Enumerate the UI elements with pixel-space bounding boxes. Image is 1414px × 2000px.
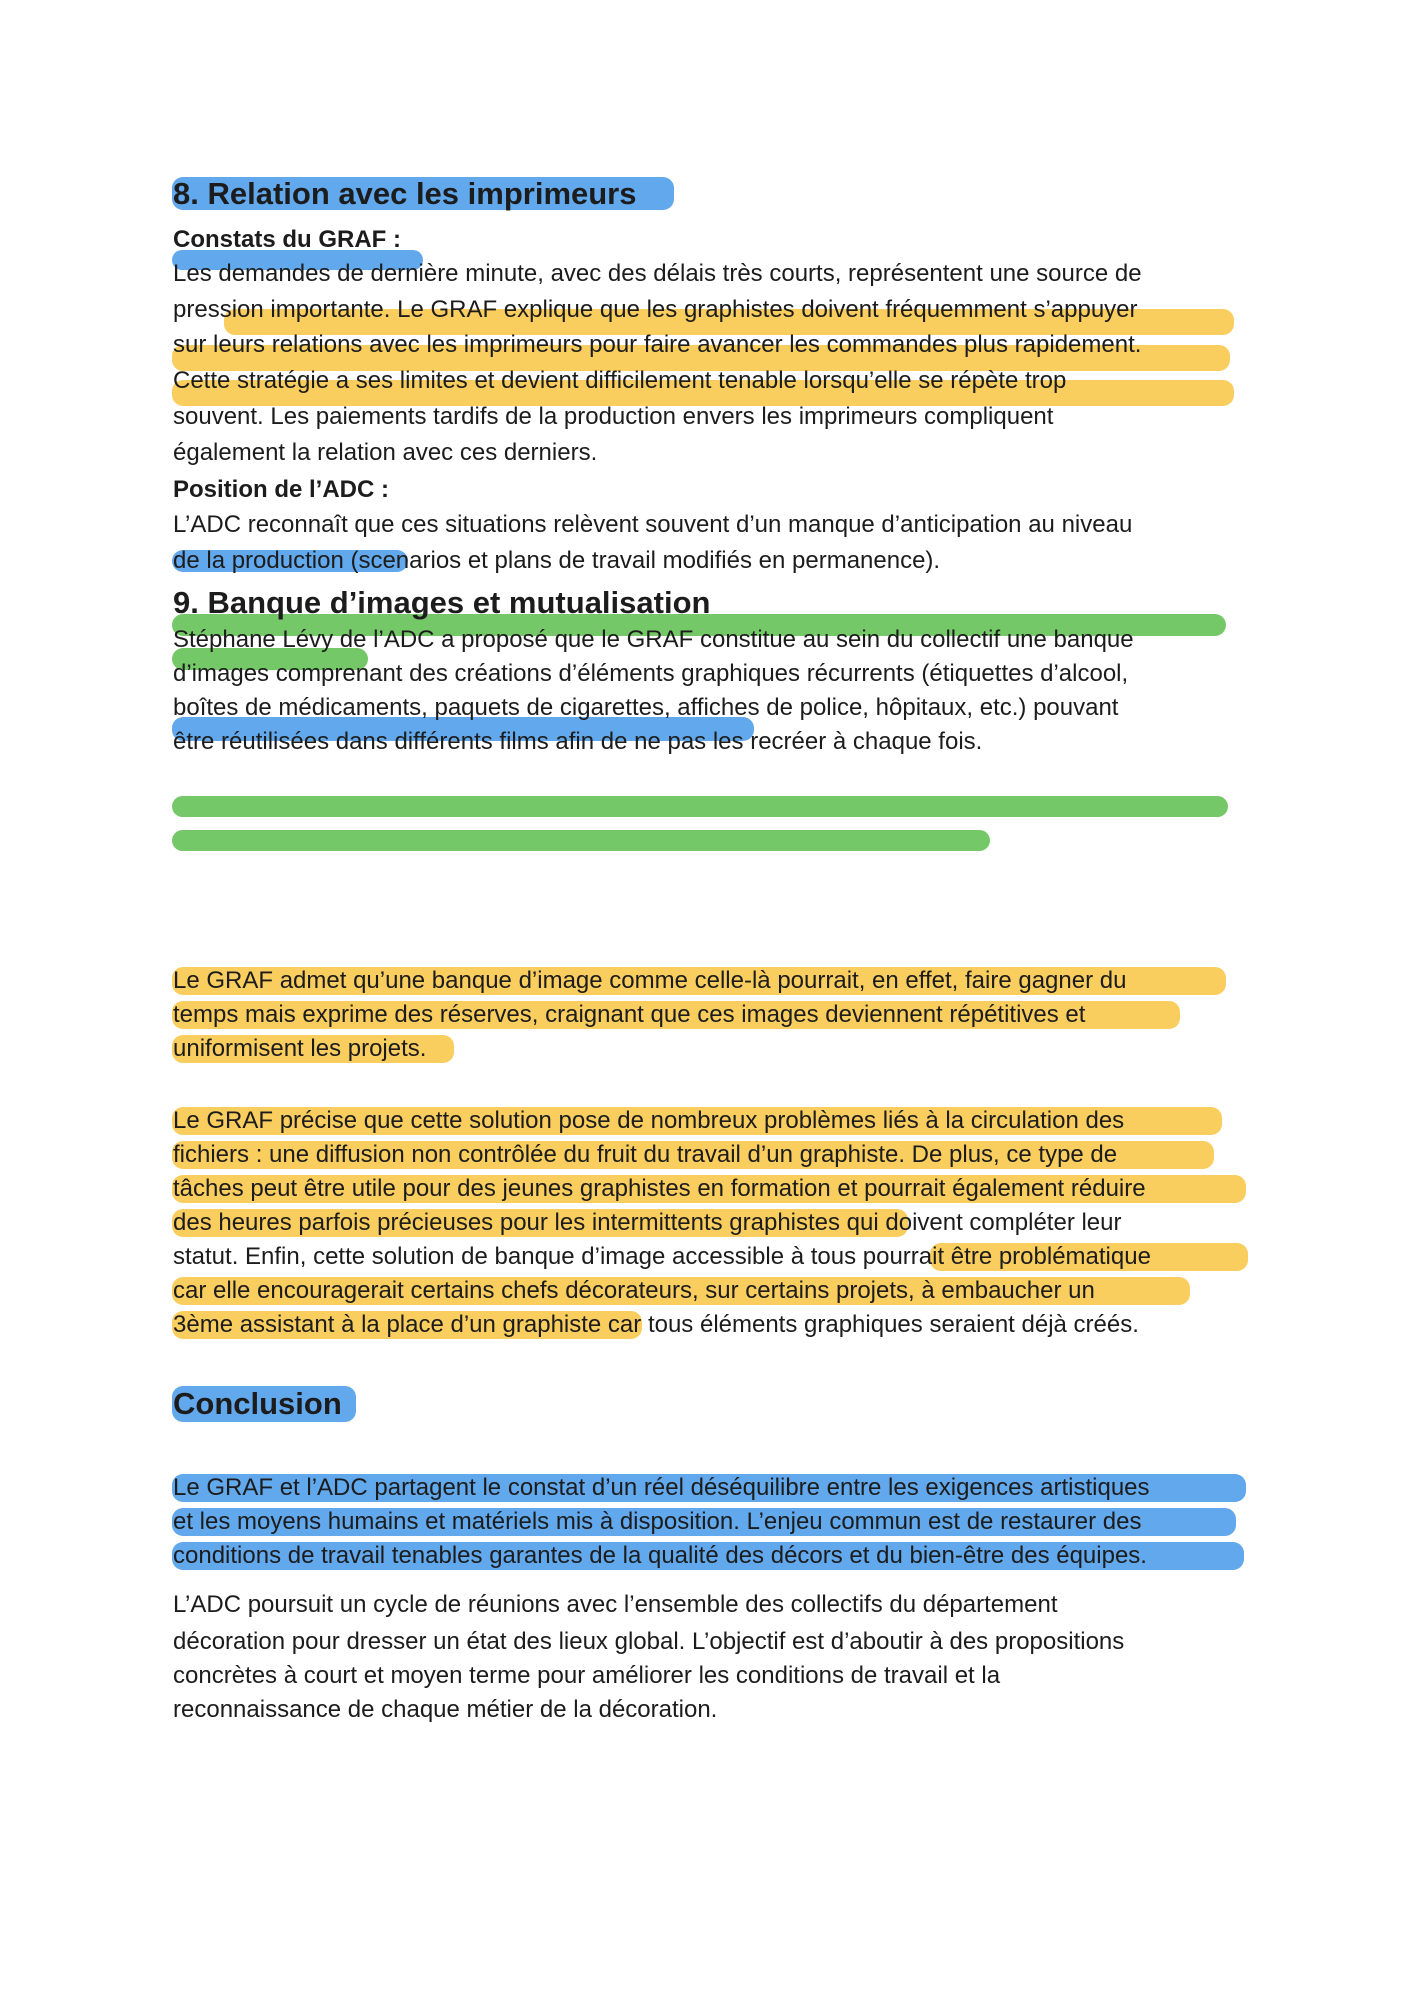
intro-line: boîtes de médicaments, paquets de cigarettes, affiches de police, hôpitaux, etc.) pouvant (173, 694, 1119, 721)
constats-line: Les demandes de dernière minute, avec des délais très courts, représentent une source de (173, 260, 1142, 287)
position-label: Position de l’ADC : (173, 476, 389, 503)
conclusion-line: concrètes à court et moyen terme pour améliorer les conditions de travail et la (173, 1662, 1001, 1689)
intro-line: être réutilisées dans différents films afin de ne pas les recréer à chaque fois. (173, 728, 983, 755)
conclusion-line: L’ADC poursuit un cycle de réunions avec l’ensemble des collectifs du département (173, 1591, 1058, 1618)
constats-line: souvent. Les paiements tardifs de la production envers les imprimeurs compliquent (173, 403, 1054, 430)
constats-line: pression importante. Le GRAF explique que les graphistes doivent fréquemment s’appuyer (173, 296, 1138, 323)
position-line: L’ADC reconnaît que ces situations relèvent souvent d’un manque d’anticipation au niveau (173, 511, 1133, 538)
constats-line: Cette stratégie a ses limites et devient difficilement tenable lorsqu’elle se répète trop (173, 367, 1067, 394)
intro-line: d’images comprenant des créations d’éléments graphiques récurrents (étiquettes d’alcool, (173, 660, 1129, 687)
problem-line: Le GRAF précise que cette solution pose de nombreux problèmes liés à la circulation des (173, 1107, 1125, 1134)
conclusion-line: Le GRAF et l’ADC partagent le constat d’un réel déséquilibre entre les exigences artistiques (173, 1474, 1150, 1501)
highlight-empty-1 (172, 796, 1228, 817)
conclusion-line: et les moyens humains et matériels mis à disposition. L’enjeu commun est de restaurer des (173, 1508, 1142, 1535)
constats-label: Constats du GRAF : (173, 226, 401, 253)
conclusion-line: décoration pour dresser un état des lieux global. L’objectif est d’aboutir à des propositions (173, 1628, 1125, 1655)
highlight-empty-2 (172, 830, 990, 851)
intro-line: Stéphane Lévy de l’ADC a proposé que le GRAF constitue au sein du collectif une banque (173, 626, 1134, 653)
reserve-line: uniformisent les projets. (173, 1035, 427, 1062)
section9-title: 9. Banque d’images et mutualisation (173, 585, 711, 620)
conclusion-title: Conclusion (173, 1386, 342, 1421)
position-line: de la production (scenarios et plans de travail modifiés en permanence). (173, 547, 941, 574)
reserve-line: Le GRAF admet qu’une banque d’image comme celle-là pourrait, en effet, faire gagner du (173, 967, 1127, 994)
constats-line: sur leurs relations avec les imprimeurs pour faire avancer les commandes plus rapidement. (173, 331, 1142, 358)
conclusion-line: reconnaissance de chaque métier de la décoration. (173, 1696, 718, 1723)
problem-line: fichiers : une diffusion non contrôlée du fruit du travail d’un graphiste. De plus, ce type de (173, 1141, 1118, 1168)
problem-line: statut. Enfin, cette solution de banque d’image accessible à tous pourrait être problématique (173, 1243, 1151, 1270)
problem-line: des heures parfois précieuses pour les intermittents graphistes qui doivent compléter leur (173, 1209, 1122, 1236)
problem-line: tâches peut être utile pour des jeunes graphistes en formation et pourrait également réduire (173, 1175, 1146, 1202)
problem-line: car elle encouragerait certains chefs décorateurs, sur certains projets, à embaucher un (173, 1277, 1095, 1304)
reserve-line: temps mais exprime des réserves, craignant que ces images deviennent répétitives et (173, 1001, 1086, 1028)
conclusion-line: conditions de travail tenables garantes de la qualité des décors et du bien-être des équipes. (173, 1542, 1147, 1569)
constats-line: également la relation avec ces derniers. (173, 439, 598, 466)
section8-title: 8. Relation avec les imprimeurs (173, 176, 637, 211)
problem-line: 3ème assistant à la place d’un graphiste car tous éléments graphiques seraient déjà créés. (173, 1311, 1139, 1338)
